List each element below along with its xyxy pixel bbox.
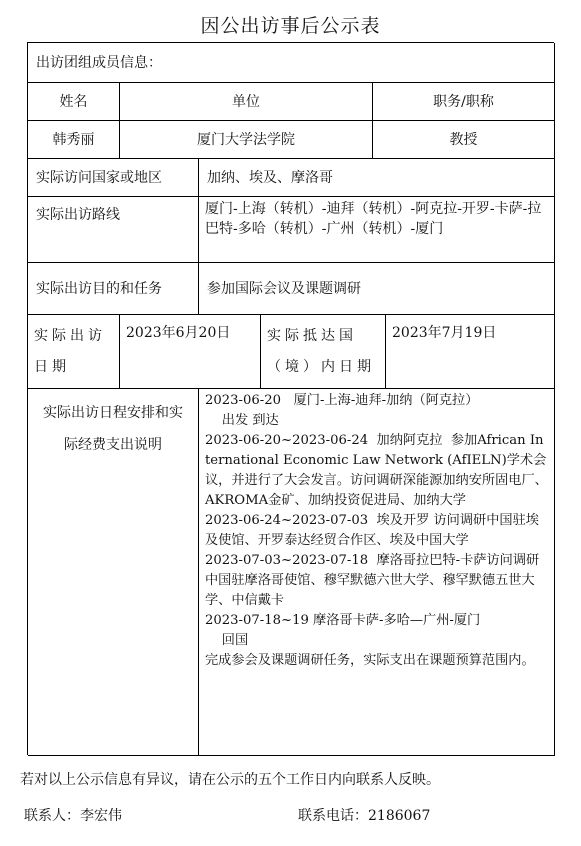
purpose-value: 参加国际会议及课题调研 [199, 263, 555, 314]
schedule-text: 2023-06-20 厦门-上海-迪拜-加纳（阿克拉） 出发 到达 2023-06-20~2023-06-24 加纳阿克拉 参加African International Economic Law Network (AfIELN)学术会议，并进行了大会发言。访问调研深能源加纳安所固电厂、AKROMA金矿、加纳投资促进局、加纳大学 2023-06-24~2023-07-03 埃及开罗 访问调研中国驻埃及使馆、开罗泰达经贸合作区、埃及中国大学 2023-07-03~2023-07-18 摩洛哥拉巴特-卡萨访问调研中国驻摩洛哥使馆、穆罕默德六世大学、穆罕默德五世大学、中信戴卡 2023-07-18~19 摩洛哥卡萨-多哈—广州-厦门 回国 完成参会及课题调研任务，实际支出在课题预算范围内。 [199, 389, 555, 755]
return-date-label: 实际抵达国（境）内日期 [261, 315, 386, 388]
countries-row [28, 159, 555, 197]
members-row [28, 43, 555, 83]
contact-phone: 联系电话：2186067 [298, 808, 431, 824]
contact-person: 联系人：李宏伟 [24, 808, 122, 824]
countries-label: 实际访问国家或地区 [28, 159, 199, 196]
depart-date-label: 实际出访日期 [28, 315, 120, 388]
dates-row [28, 315, 555, 389]
member-unit: 厦门大学法学院 [120, 121, 373, 158]
purpose-label: 实际出访目的和任务 [28, 263, 199, 314]
route-label: 实际出访路线 [28, 197, 199, 262]
member-name: 韩秀丽 [28, 121, 120, 158]
depart-date-value: 2023年6月20日 [120, 315, 261, 388]
disclosure-table [27, 42, 554, 755]
return-date-value: 2023年7月19日 [386, 315, 555, 388]
header-name: 姓名 [28, 83, 120, 120]
member-position: 教授 [373, 121, 555, 158]
purpose-row [28, 263, 555, 315]
schedule-label: 实际出访日程安排和实际经费支出说明 [28, 389, 199, 755]
route-value: 厦门-上海（转机）-迪拜（转机）-阿克拉-开罗-卡萨-拉巴特-多哈（转机）-广州（转机）-厦门 [199, 197, 555, 262]
header-unit: 单位 [120, 83, 373, 120]
page-title: 因公出访事后公示表 [200, 15, 381, 37]
member-header-row [28, 83, 555, 121]
member-row [28, 121, 555, 159]
objection-note: 若对以上公示信息有异议，请在公示的五个工作日内向联系人反映。 [20, 772, 440, 788]
members-label: 出访团组成员信息： [28, 43, 555, 82]
countries-value: 加纳、埃及、摩洛哥 [199, 159, 555, 196]
route-row [28, 197, 555, 263]
schedule-row [28, 389, 555, 756]
header-position: 职务/职称 [373, 83, 555, 120]
